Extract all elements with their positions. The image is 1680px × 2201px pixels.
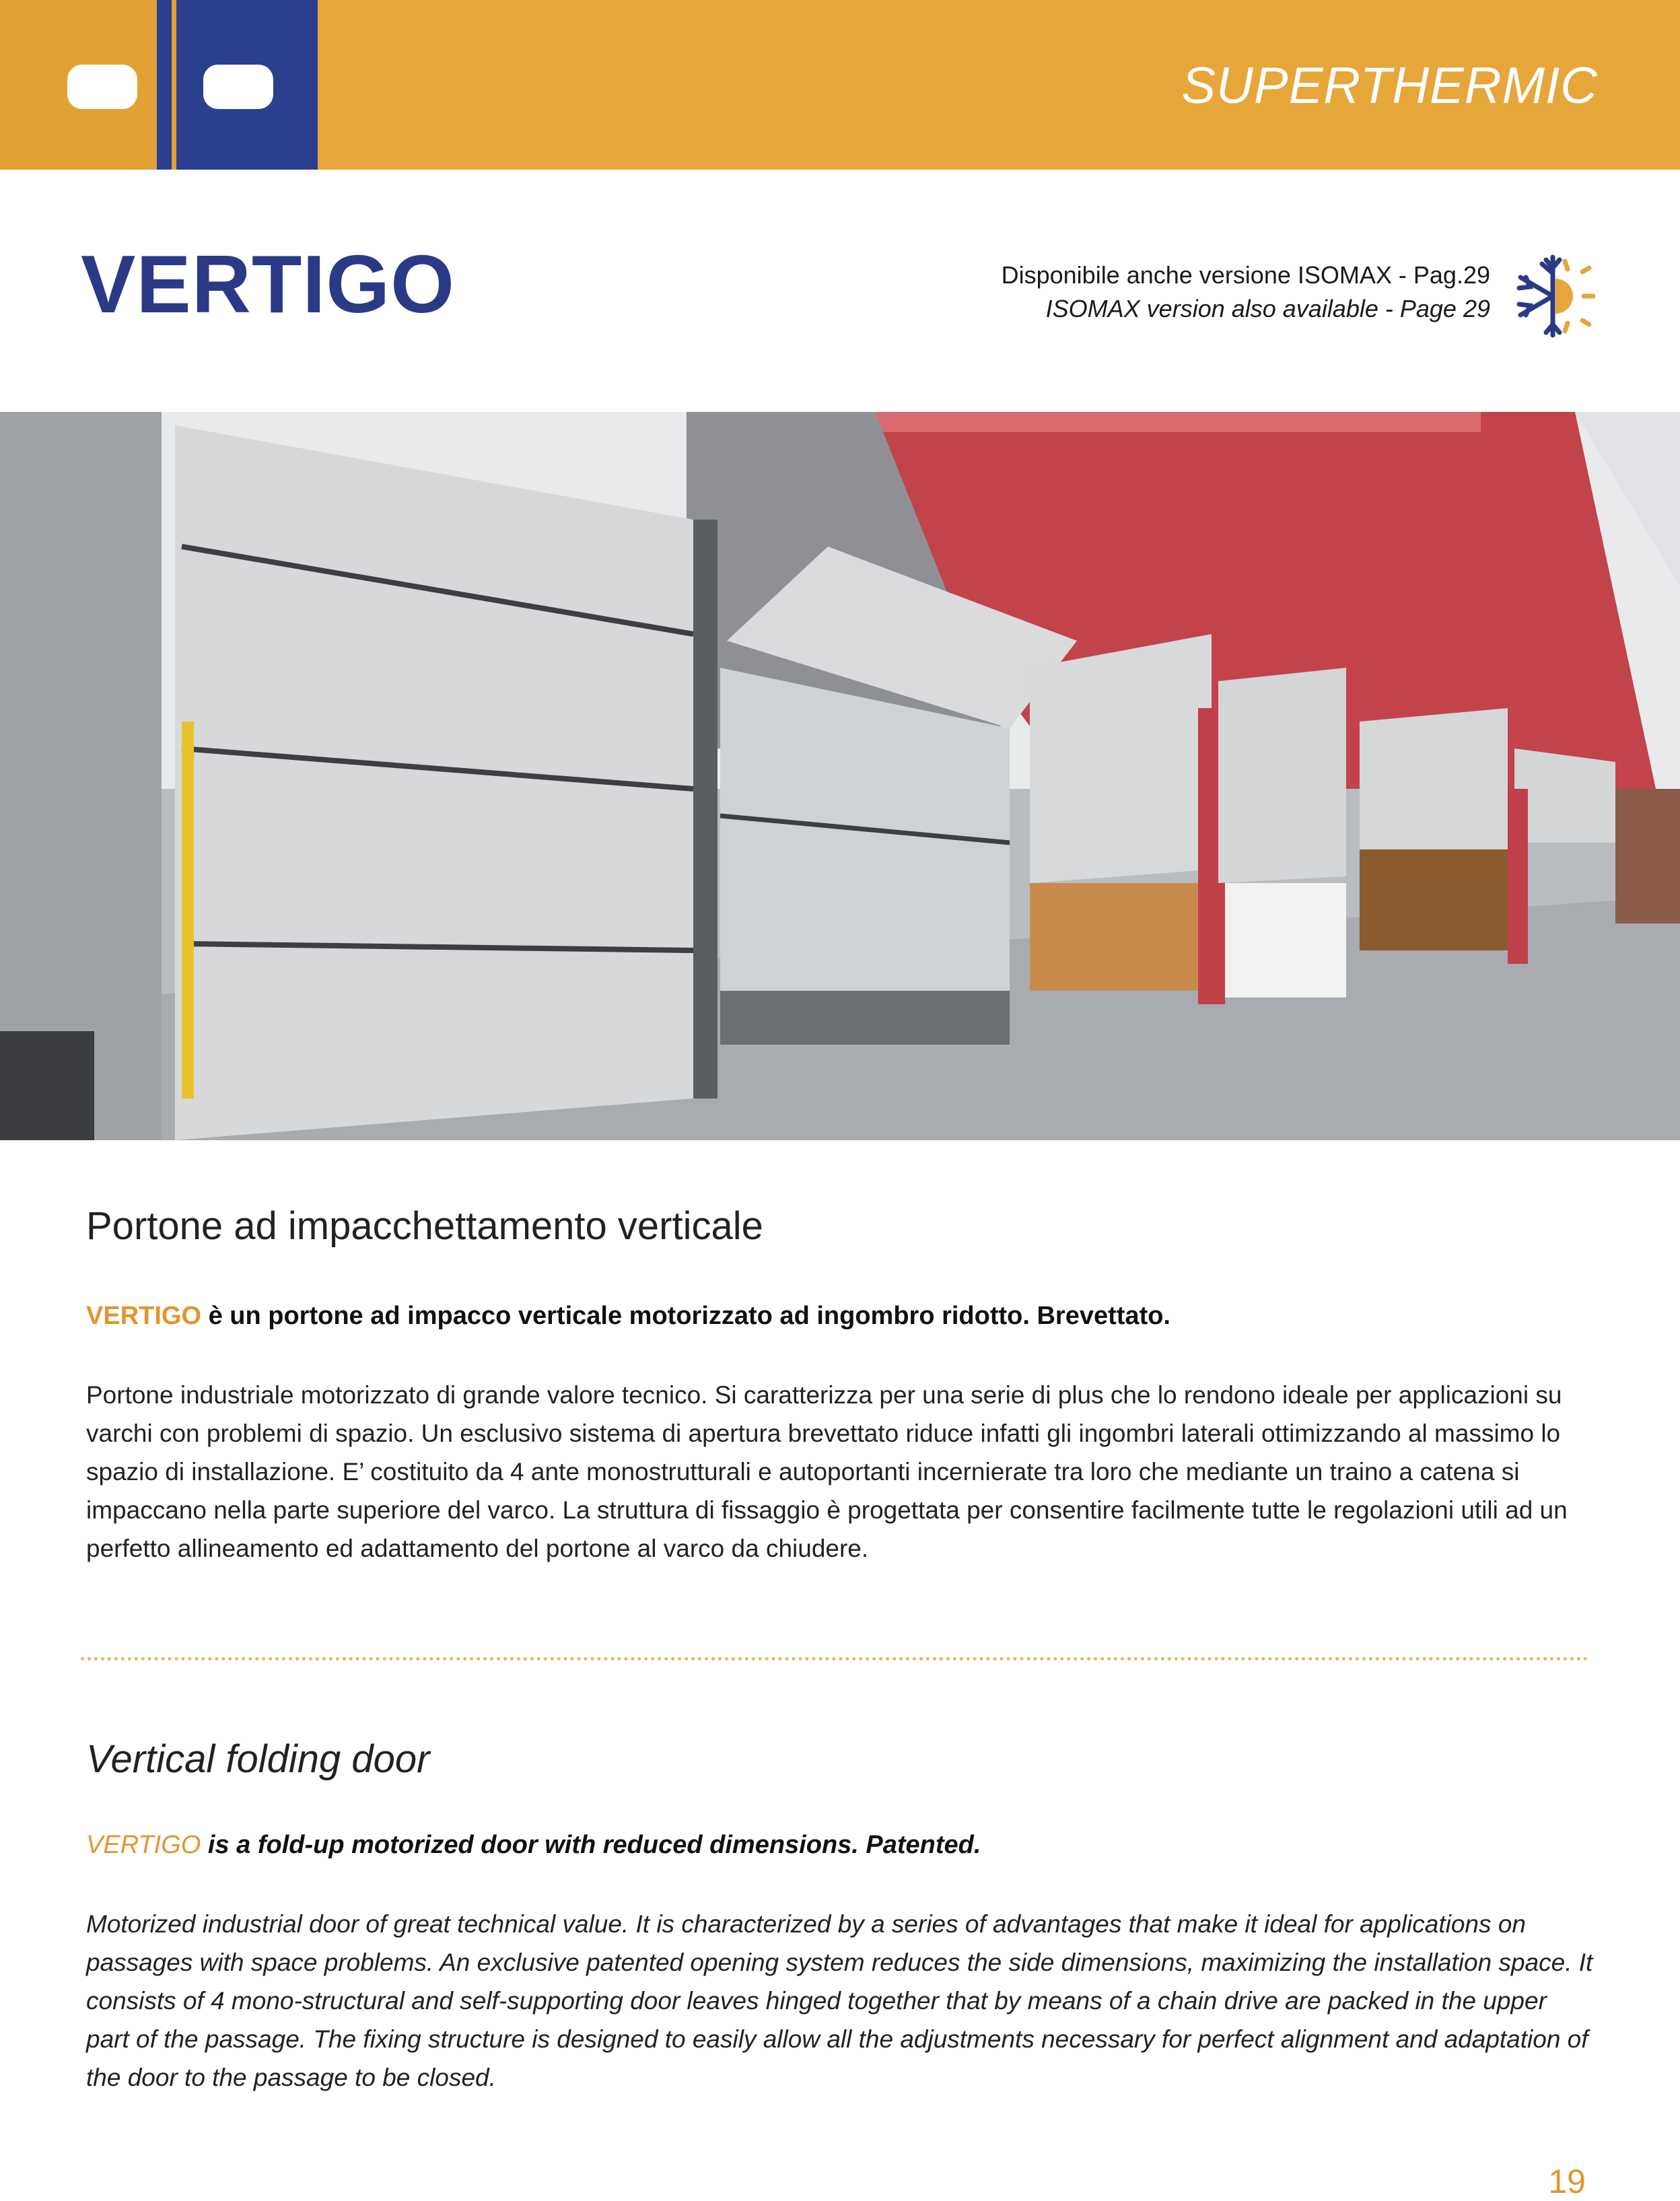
page-number: 19	[1548, 2163, 1586, 2200]
english-body: Motorized industrial door of great technical value. It is characterized by a series of advantages that make it ideal for applications on passages with space problems. An exclusive patented opening system reduces the side dimensions, maximizing the installation space. It consists of 4 mono-structural and self-supporting door leaves hinged together that by means of a chain drive are packed in the upper part of the passage. The fixing structure is designed to easily allow all the adjustments necessary for perfect alignment and adaptation of the door to the passage to be closed.	[86, 1910, 1593, 2091]
section-divider	[81, 1657, 1588, 1661]
page-title: VERTIGO	[81, 238, 456, 330]
english-lead	[86, 1831, 981, 1860]
lead-brand: VERTIGO	[86, 1302, 202, 1330]
logo-pill-icon	[203, 65, 273, 109]
italian-lead	[86, 1302, 1170, 1331]
lead-brand: VERTIGO	[86, 1831, 201, 1859]
logo-pill-icon	[67, 65, 137, 109]
industrial-doors-photo	[0, 412, 1680, 1140]
lead-text: è un portone ad impacco verticale motorizzato ad ingombro ridotto. Brevettato.	[201, 1302, 1170, 1330]
lead-text: is a fold-up motorized door with reduced dimensions. Patented.	[201, 1831, 981, 1859]
english-heading: Vertical folding door	[86, 1737, 430, 1781]
product-line-title: SUPERTHERMIC	[1181, 57, 1598, 114]
snowflake-sun-icon	[1511, 249, 1599, 343]
availability-it: Disponibile anche versione ISOMAX - Pag.29	[1001, 261, 1490, 289]
availability-en: ISOMAX version also available - Page 29	[1045, 295, 1490, 322]
brand-logo	[0, 0, 318, 170]
italian-heading: Portone ad impacchettamento verticale	[86, 1204, 763, 1248]
availability-note	[1002, 258, 1490, 326]
header-bar	[0, 0, 1680, 170]
logo-stripe	[157, 0, 172, 170]
italian-body: Portone industriale motorizzato di grande valore tecnico. Si caratterizza per una serie di plus che lo rendono ideale per applicazioni su varchi con problemi di spazio. Un esclusivo sistema di apertura brevettato riduce infatti gli ingombri laterali ottimizzando al massimo lo spazio di installazione. E’ costituito da 4 ante monostrutturali e autoportanti incernierate tra loro che mediante un traino a catena si impaccano nella parte superiore del varco. La struttura di fissaggio è progettata per consentire facilmente tutte le regolazioni utili ad un perfetto allineamento ed adattamento del portone al varco da chiudere.	[86, 1381, 1568, 1562]
